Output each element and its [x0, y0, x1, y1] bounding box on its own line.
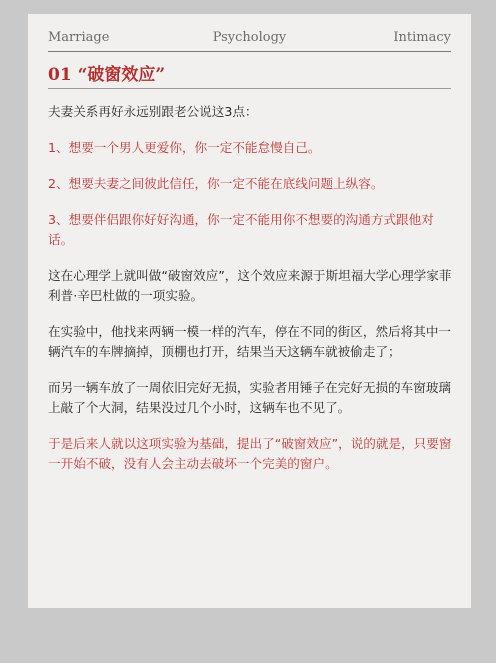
- page-header: [48, 30, 451, 52]
- paragraph-intro: 夫妻关系再好永远别跟老公说这3点：: [48, 104, 258, 119]
- header-left-label: Marriage: [48, 30, 110, 45]
- paragraph-broken-window: 这在心理学上就叫做“破窗效应”，这个效应来源于斯坦福大学心理学家菲利普·辛巴杜做的一项实验。: [48, 268, 452, 303]
- paragraph-point-3: 3、想要伴侣跟你好好沟通，你一定不能用你不想要的沟通方式跟他对话。: [48, 212, 434, 247]
- paragraph-conclusion: 于是后来人就以这项实验为基础，提出了“破窗效应”，说的就是，只要窗一开始不破，没有人会主动去破坏一个完美的窗户。: [48, 436, 452, 471]
- title-divider: [48, 88, 451, 89]
- article-body: [48, 102, 453, 490]
- section-title: 01 “破窗效应”: [48, 65, 166, 85]
- paragraph-experiment: 在实验中，他找来两辆一模一样的汽车，停在不同的街区，然后将其中一辆汽车的车牌摘掉，顶棚也打开，结果当天这辆车就被偷走了；: [48, 324, 451, 359]
- header-divider: [48, 51, 451, 52]
- paragraph-point-1: 1、想要一个男人更爱你，你一定不能怠慢自己。: [48, 140, 321, 155]
- header-center-label: Psychology: [212, 30, 287, 45]
- header-right-label: Intimacy: [393, 30, 451, 45]
- paragraph-point-2: 2、想要夫妻之间彼此信任，你一定不能在底线问题上纵容。: [48, 176, 384, 191]
- article-page: [28, 14, 471, 608]
- paragraph-second-car: 而另一辆车放了一周依旧完好无损，实验者用锤子在完好无损的车窗玻璃上敲了个大洞，结果没过几个小时，这辆车也不见了。: [48, 380, 451, 415]
